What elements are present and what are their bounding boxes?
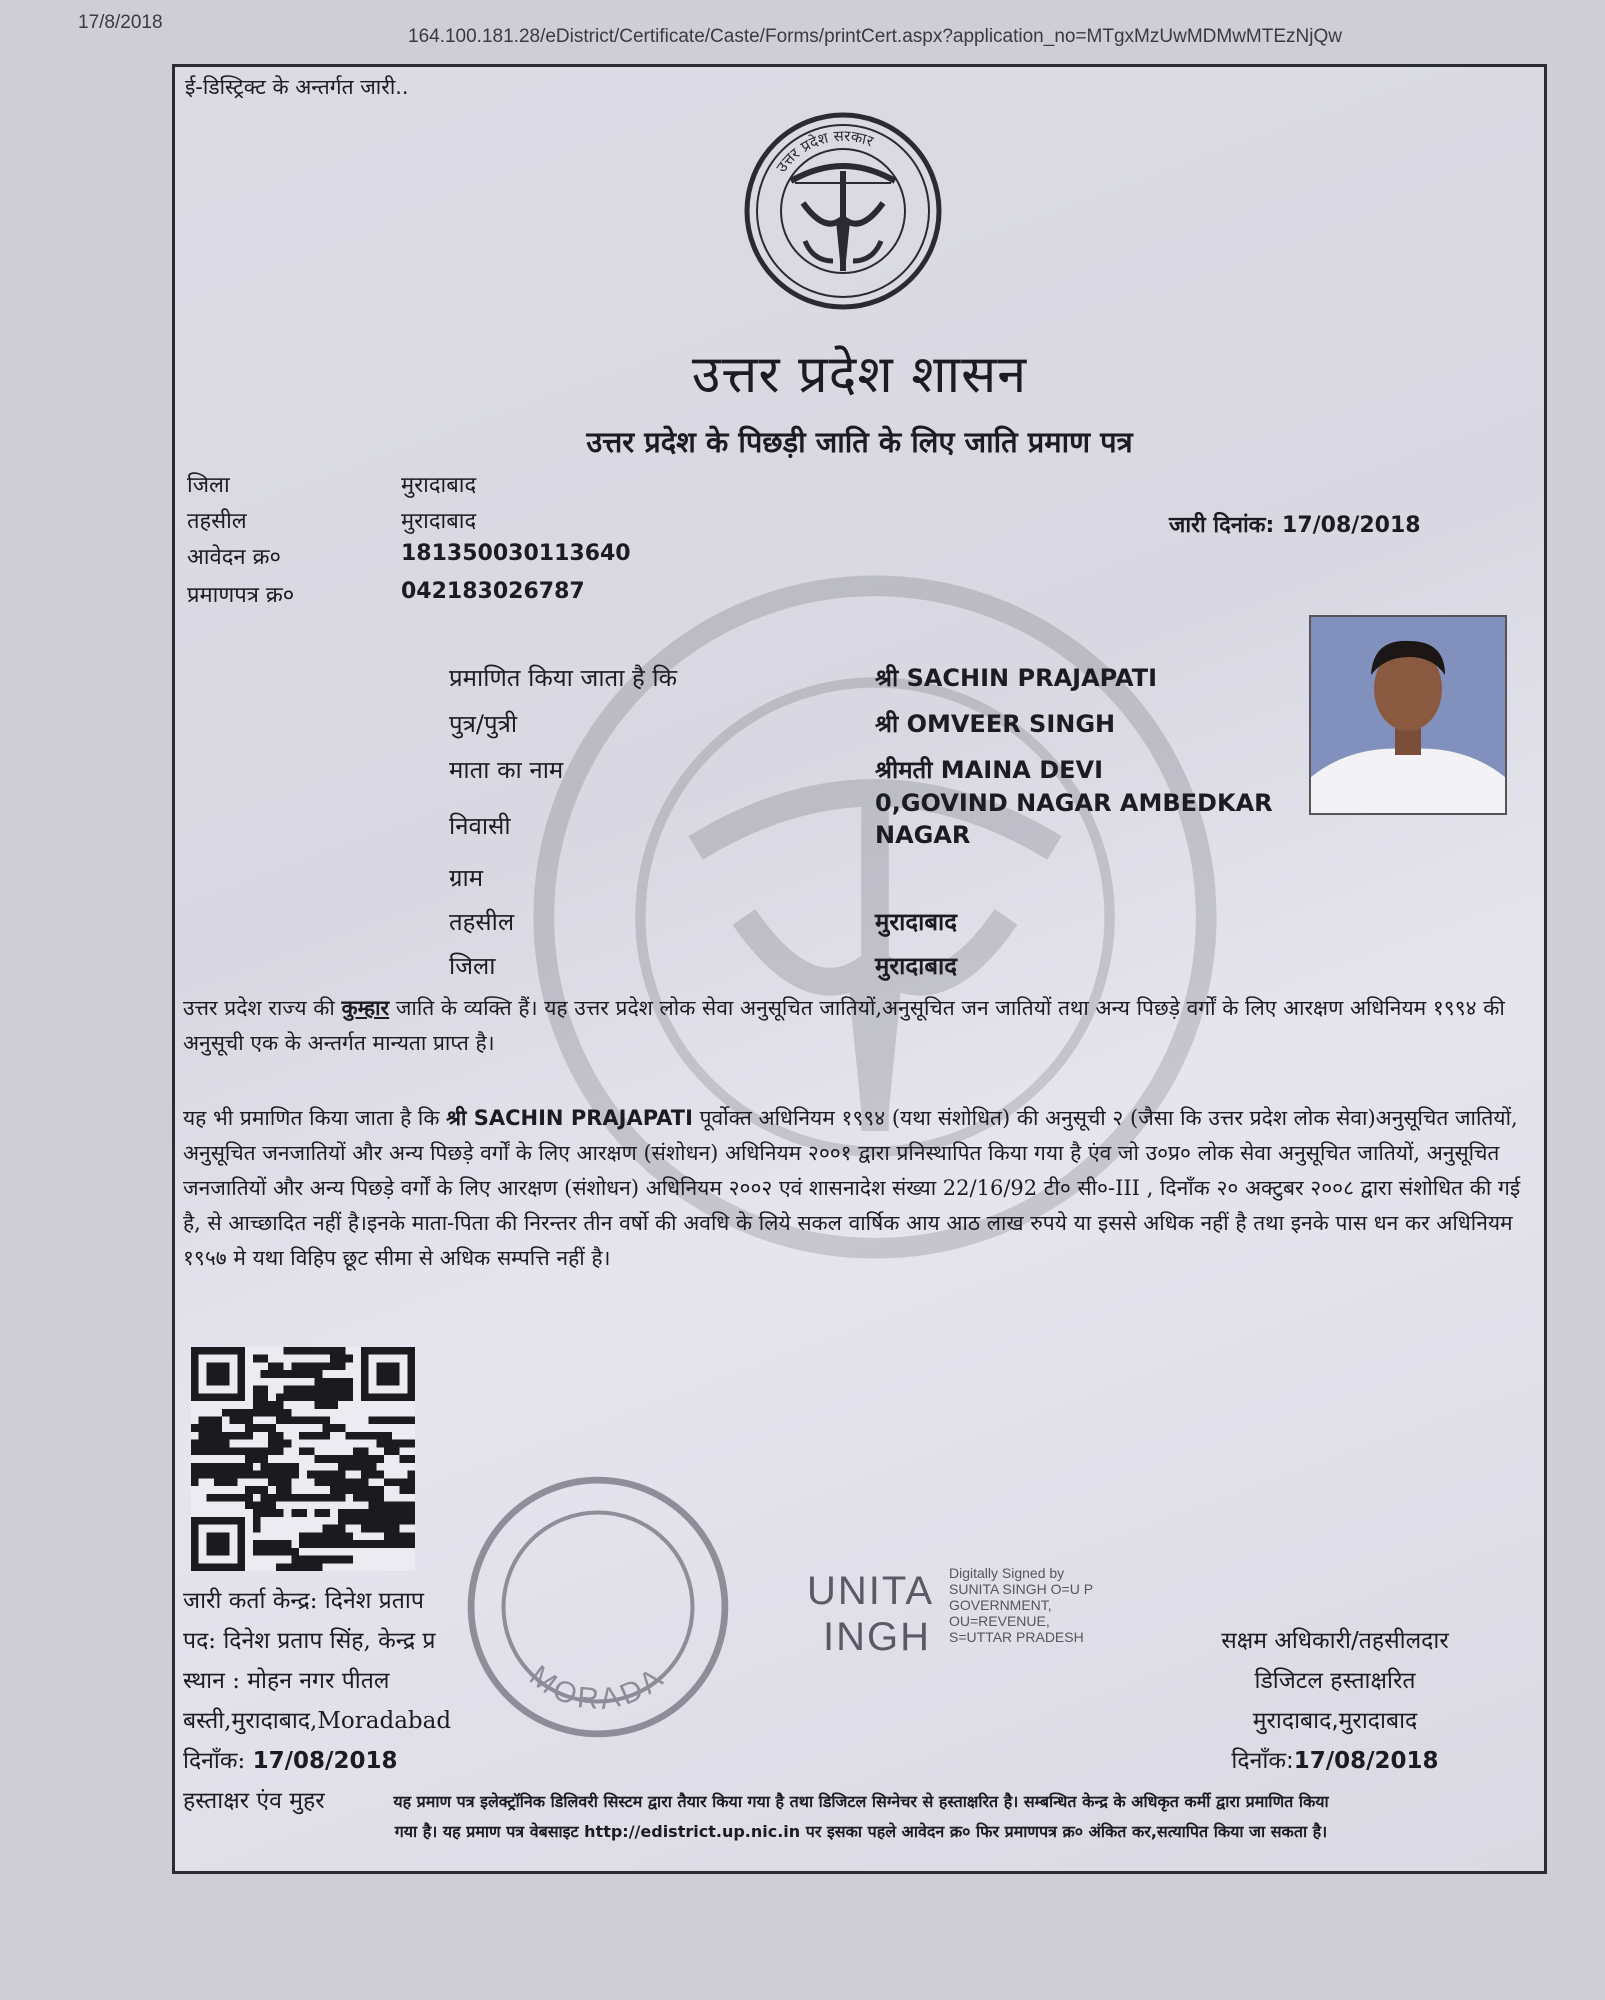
person-district-value: मुरादाबाद — [875, 952, 958, 980]
resident-line-1: 0,GOVIND NAGAR AMBEDKAR — [875, 789, 1273, 817]
issuing-date-label: दिनाँक: — [183, 1748, 246, 1774]
issuing-place-2: बस्ती,मुरादाबाद,Moradabad — [183, 1708, 452, 1734]
sig-note-5: S=UTTAR PRADESH — [949, 1629, 1084, 1645]
browser-print-header — [0, 12, 1605, 52]
certificate-no-value: 042183026787 — [401, 579, 585, 604]
officer-date — [1135, 1743, 1535, 1775]
issuing-date-value: 17/08/2018 — [252, 1748, 398, 1774]
signature-seal-label: हस्ताक्षर एंव मुहर — [183, 1788, 325, 1814]
para2-applicant-name: श्री SACHIN PRAJAPATI — [446, 1106, 693, 1130]
signature-name-1: UNITA — [807, 1569, 935, 1613]
person-photo-icon — [1311, 617, 1505, 813]
person-district-label: जिला — [449, 952, 496, 980]
applicant-name: श्री SACHIN PRAJAPATI — [875, 664, 1158, 692]
para1-rest: जाति के व्यक्ति हैं। यह उत्तर प्रदेश लोक सेवा अनुसूचित जातियों,अनुसूचित जन जातियों तथा अन्य पिछड़े वर्गों के लिए आरक्षण अधिनियम १९९४ की अनुसूची एक के अन्तर्गत मान्यता प्राप्त है। — [183, 996, 1505, 1055]
caste-name: कुम्हार — [341, 996, 390, 1020]
issuing-place-1: स्थान : मोहन नगर पीतल — [183, 1668, 390, 1694]
officer-signed: डिजिटल हस्ताक्षरित — [1254, 1668, 1416, 1694]
verification-footer — [191, 1787, 1531, 1847]
sig-note-1: Digitally Signed by — [949, 1565, 1065, 1581]
svg-text:MORADA — [523, 1659, 672, 1716]
issued-under-note: ई-डिस्ट्रिक्ट के अन्तर्गत जारी.. — [185, 75, 409, 99]
issuing-center: जारी कर्ता केन्द्र: दिनेश प्रताप — [183, 1588, 424, 1614]
print-date: 17/8/2018 — [78, 12, 163, 33]
sig-note-4: OU=REVENUE, — [949, 1613, 1050, 1629]
emblem-text: उत्तर प्रदेश सरकार — [772, 126, 876, 176]
district-label: जिला — [187, 473, 230, 498]
issuing-date — [183, 1743, 397, 1775]
up-emblem-icon — [743, 111, 943, 311]
creamy-layer-paragraph — [183, 1101, 1543, 1276]
district-value: मुरादाबाद — [401, 473, 477, 498]
certificate-title: उत्तर प्रदेश के पिछड़ी जाति के लिए जाति प्रमाण पत्र — [586, 425, 1133, 459]
applicant-photo — [1309, 615, 1507, 815]
parent-label: पुत्र/पुत्री — [449, 710, 518, 738]
stamp-text: MORADA — [523, 1659, 673, 1717]
issue-date-label: जारी दिनांक: — [1169, 513, 1275, 538]
resident-label: निवासी — [449, 812, 511, 840]
footer-line-1: यह प्रमाण पत्र इलेक्ट्रॉनिक डिलिवरी सिस्टम द्वारा तैयार किया गया है तथा डिजिटल सिग्नेचर से हस्ताक्षरित है। सम्बन्धित केन्द्र के अधिकृत कर्मी द्वारा प्रमाणित किया — [393, 1792, 1329, 1811]
mother-name: श्रीमती MAINA DEVI — [875, 756, 1104, 784]
application-no-label: आवेदन क्र० — [187, 545, 281, 570]
parent-name: श्री OMVEER SINGH — [875, 710, 1116, 738]
office-seal-icon — [463, 1472, 733, 1742]
para2-start: यह भी प्रमाणित किया जाता है कि — [183, 1106, 447, 1130]
application-no-value: 181350030113640 — [401, 541, 631, 566]
footer-line-2: गया है। यह प्रमाण पत्र वेबसाइट http://edistrict.up.nic.in पर इसका पहले आवेदन क्र० फिर प्रमाणपत्र क्र० अंकित कर,सत्यापित किया जा सकता है। — [394, 1822, 1328, 1841]
certificate — [172, 64, 1547, 1874]
mother-label: माता का नाम — [449, 756, 564, 784]
sig-note-3: GOVERNMENT, — [949, 1597, 1052, 1613]
para1-start: उत्तर प्रदेश राज्य की — [183, 996, 342, 1020]
officer-title: सक्षम अधिकारी/तहसीलदार — [1221, 1628, 1449, 1654]
certified-label: प्रमाणित किया जाता है कि — [449, 664, 678, 692]
officer-date-value: 17/08/2018 — [1293, 1748, 1439, 1774]
village-label: ग्राम — [449, 864, 484, 892]
officer-place: मुरादाबाद,मुरादाबाद — [1252, 1708, 1418, 1734]
tehsil-label: तहसील — [187, 509, 247, 534]
tehsil-value: मुरादाबाद — [401, 509, 477, 534]
sig-note-2: SUNITA SINGH O=U P — [949, 1581, 1094, 1597]
para2-rest: पूर्वोक्त अधिनियम १९९४ (यथा संशोधित) की अनुसूची २ (जैसा कि उत्तर प्रदेश लोक सेवा)अनुसूचित जातियों, अनुसूचित जनजातियों और अन्य पिछड़े वर्गों के लिए आरक्षण (संशोधन) अधिनियम २००१ द्वारा प्रनिस्थापित किया गया है एंव जो उ०प्र० लोक सेवा अनुसूचित जातियों, अनुसूचित जनजातियों और अन्य पिछड़े वर्गों के लिए आरक्षण (संशोधन) अधिनियम २००२ एवं शासनादेश संख्या 22/16/92 टी० सी०-III , दिनाँक २० अक्टुबर २००८ द्वारा संशोधित की गई है, से आच्छादित नहीं है।इनके माता-पिता की निरन्तर तीन वर्षो की अवधि के लिये सकल वार्षिक आय आठ लाख रुपये या इससे अधिक नहीं है तथा इनके पास धन कर अधिनियम १९५७ मे यथा विहिप छूट सीमा से अधिक सम्पत्ति नहीं है। — [183, 1106, 1521, 1270]
officer-date-label: दिनाँक: — [1231, 1748, 1294, 1774]
certificate-no-label: प्रमाणपत्र क्र० — [187, 583, 295, 608]
person-tehsil-value: मुरादाबाद — [875, 908, 958, 936]
print-url: 164.100.181.28/eDistrict/Certificate/Caste/Forms/printCert.aspx?application_no=MTgxMzUwMDMwMTEzNjQw — [408, 26, 1342, 47]
issue-date-value: 17/08/2018 — [1282, 513, 1421, 538]
issuing-post: पद: दिनेश प्रताप सिंह, केन्द्र प्र — [183, 1628, 436, 1654]
resident-line-2: NAGAR — [875, 821, 971, 849]
issue-date — [1169, 509, 1421, 539]
qr-code-icon — [191, 1347, 415, 1571]
digital-signature-note — [949, 1565, 1093, 1645]
caste-paragraph — [183, 991, 1543, 1061]
government-title: उत्तर प्रदेश शासन — [691, 345, 1028, 405]
signature-name-2: INGH — [823, 1615, 931, 1659]
person-tehsil-label: तहसील — [449, 908, 515, 936]
